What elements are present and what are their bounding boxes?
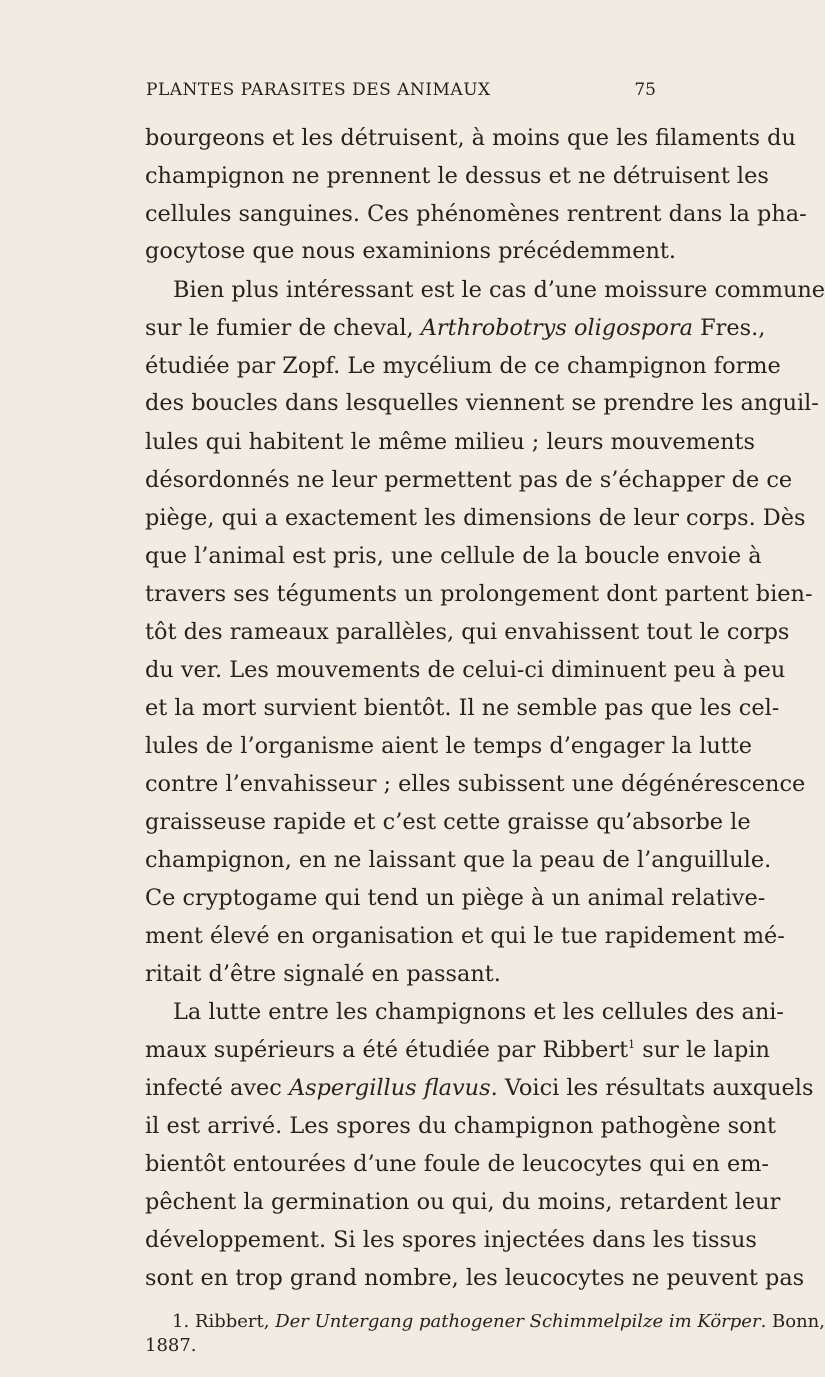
body-line: sont en trop grand nombre, les leucocytes ne peuvent pas bbox=[145, 1265, 805, 1291]
footnote-marker: 1. bbox=[172, 1311, 190, 1332]
body-line: développement. Si les spores injectées dans les tissus bbox=[145, 1227, 757, 1253]
body-line: travers ses téguments un prolongement dont partent bien- bbox=[145, 581, 813, 607]
body-line: Ce cryptogame qui tend un piège à un animal relative- bbox=[145, 885, 766, 911]
body-line: ment élevé en organisation et qui le tue rapidement mé- bbox=[145, 923, 785, 949]
body-line: graisseuse rapide et c’est cette graisse qu’absorbe le bbox=[145, 809, 751, 835]
body-line: que l’animal est pris, une cellule de la boucle envoie à bbox=[145, 543, 762, 569]
footnote-line bbox=[145, 1335, 703, 1357]
body-line: lules de l’organisme aient le temps d’engager la lutte bbox=[145, 733, 753, 759]
body-line: du ver. Les mouvements de celui-ci diminuent peu à peu bbox=[145, 657, 786, 683]
body-line: tôt des rameaux parallèles, qui envahissent tout le corps bbox=[145, 619, 790, 645]
body-line: pêchent la germination ou qui, du moins, retardent leur bbox=[145, 1189, 781, 1215]
body-line: cellules sanguines. Ces phénomènes rentrent dans la pha- bbox=[145, 201, 807, 227]
running-title: PLANTES PARASITES DES ANIMAUX bbox=[146, 80, 491, 100]
body-line: La lutte entre les champignons et les cellules des ani- bbox=[173, 999, 784, 1025]
page-number: 75 bbox=[634, 80, 656, 100]
body-line: champignon ne prennent le dessus et ne détruisent les bbox=[145, 163, 769, 189]
body-line: maux supérieurs a été étudiée par Ribbert$^1$ sur le lapin bbox=[145, 1037, 770, 1063]
body-line: sur le fumier de cheval, Arthrobotrys oligospora Fres., bbox=[145, 315, 766, 341]
footnote-year: 1887. bbox=[145, 1335, 197, 1356]
body-line: lules qui habitent le même milieu ; leurs mouvements bbox=[145, 429, 756, 455]
footnote-line: 1. Ribbert, Der Untergang pathogener Schimmelpilze im Körper. Bonn, bbox=[172, 1311, 825, 1332]
body-line: contre l’envahisseur ; elles subissent une dégénérescence bbox=[145, 771, 806, 797]
body-line: gocytose que nous examinions précédemment. bbox=[145, 238, 677, 264]
cited-title: Der Untergang pathogener Schimmelpilze im Körper bbox=[275, 1311, 761, 1332]
running-head bbox=[146, 80, 656, 110]
body-line: infecté avec Aspergillus flavus. Voici les résultats auxquels bbox=[145, 1075, 814, 1101]
body-line: et la mort survient bientôt. Il ne semble pas que les cel- bbox=[145, 695, 780, 721]
body-line: désordonnés ne leur permettent pas de s’échapper de ce bbox=[145, 467, 793, 493]
body-line: des boucles dans lesquelles viennent se prendre les anguil- bbox=[145, 390, 819, 416]
footnote-reference: 1 bbox=[628, 1038, 636, 1051]
body-line: ritait d’être signalé en passant. bbox=[145, 961, 501, 987]
species-name: Aspergillus flavus bbox=[288, 1075, 491, 1101]
body-line: il est arrivé. Les spores du champignon pathogène sont bbox=[145, 1113, 776, 1139]
body-line: étudiée par Zopf. Le mycélium de ce champignon forme bbox=[145, 353, 781, 379]
body-line: champignon, en ne laissant que la peau de l’anguillule. bbox=[145, 847, 772, 873]
body-line: Bien plus intéressant est le cas d’une moissure commune bbox=[173, 277, 825, 303]
body-line: bientôt entourées d’une foule de leucocytes qui en em- bbox=[145, 1151, 769, 1177]
body-line: piège, qui a exactement les dimensions de leur corps. Dès bbox=[145, 505, 806, 531]
species-name: Arthrobotrys oligospora bbox=[420, 315, 693, 341]
body-line: bourgeons et les détruisent, à moins que les filaments du bbox=[145, 125, 796, 151]
